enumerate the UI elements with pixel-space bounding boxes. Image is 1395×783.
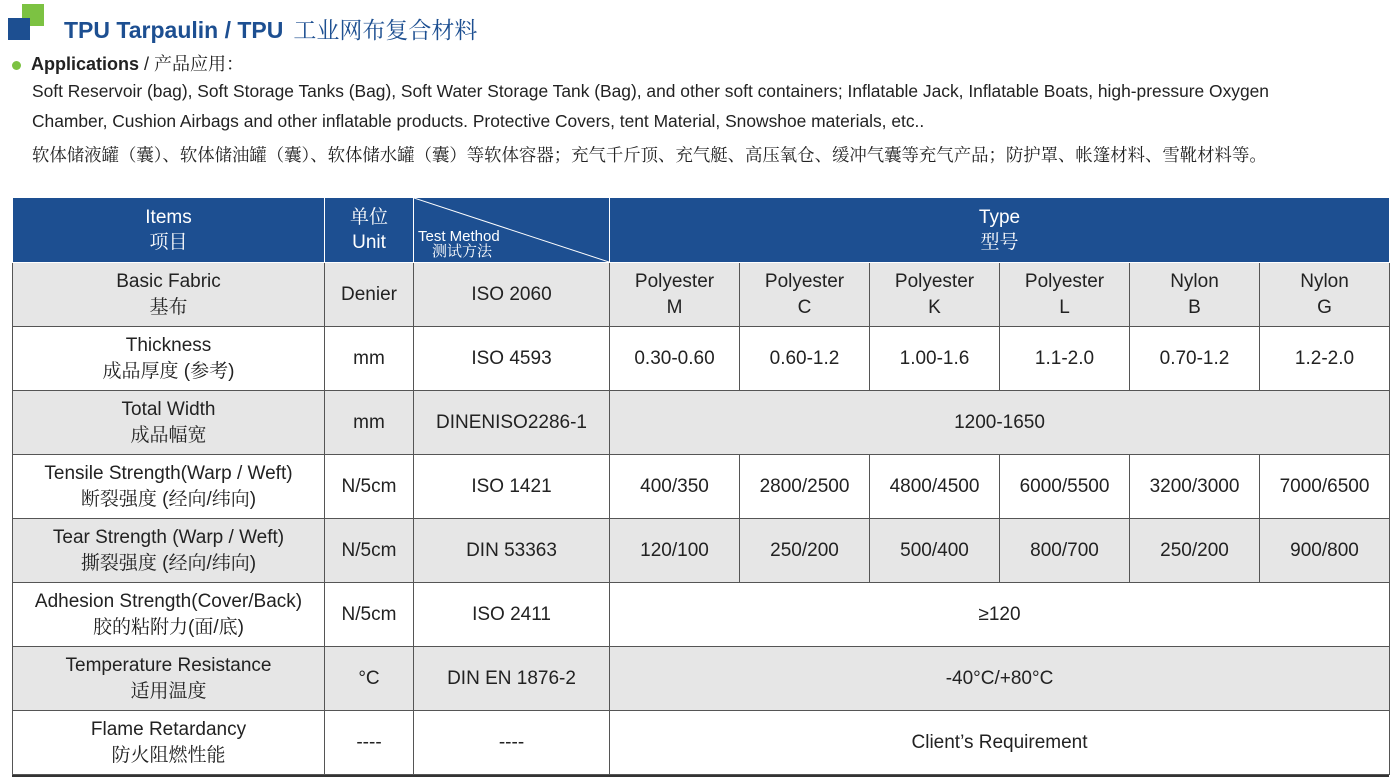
brand-logo xyxy=(8,4,44,40)
header-unit-cn: 单位 xyxy=(349,207,388,228)
row-value: 2800/2500 xyxy=(740,455,870,519)
row-test-method: DINENISO2286-1 xyxy=(414,391,610,455)
row-value-merged: ≥120 xyxy=(610,583,1390,647)
applications-line-3: 软体储液罐（囊）、软体储油罐（囊）、软体储水罐（囊）等软体容器；充气千斤顶、充气艇、高压氧仓、缓冲气囊等充气产品；防护罩、帐篷材料、雪靴材料等。 xyxy=(32,145,1267,165)
row-value: Nylon B xyxy=(1130,263,1260,327)
row-unit: ---- xyxy=(325,711,414,775)
row-item-cn: 断裂强度 (经向/纬向) xyxy=(80,488,257,510)
row-test-method: DIN EN 1876-2 xyxy=(414,647,610,711)
row-value: 250/200 xyxy=(1130,519,1260,583)
row-value-merged: 1200-1650 xyxy=(610,391,1390,455)
table-header-row xyxy=(13,198,1390,263)
table-row xyxy=(13,647,1390,711)
title-cn: 工业网布复合材料 xyxy=(293,17,478,43)
row-value: 1.2-2.0 xyxy=(1260,327,1390,391)
table-row xyxy=(13,327,1390,391)
row-item-cn: 基布 xyxy=(149,296,188,318)
row-value: Polyester M xyxy=(610,263,740,327)
table-bottom-rule xyxy=(12,775,1389,777)
applications-label: Applications xyxy=(31,54,140,74)
bullet-icon xyxy=(12,61,21,70)
row-value: 0.30-0.60 xyxy=(610,327,740,391)
row-value: 250/200 xyxy=(740,519,870,583)
row-test-method: ISO 1421 xyxy=(414,455,610,519)
applications-label-cn: / 产品应用： xyxy=(139,54,245,74)
row-item-en: Tear Strength (Warp / Weft) xyxy=(52,526,285,548)
row-item-en: Basic Fabric xyxy=(116,270,221,292)
row-unit: °C xyxy=(325,647,414,711)
row-value: 4800/4500 xyxy=(870,455,1000,519)
row-value: 0.60-1.2 xyxy=(740,327,870,391)
row-value: Polyester K xyxy=(870,263,1000,327)
row-value: 120/100 xyxy=(610,519,740,583)
row-value: 400/350 xyxy=(610,455,740,519)
row-test-method: ISO 4593 xyxy=(414,327,610,391)
row-unit: N/5cm xyxy=(325,519,414,583)
header-items xyxy=(13,198,325,263)
table-row xyxy=(13,711,1390,775)
row-item-en: Adhesion Strength(Cover/Back) xyxy=(34,590,303,612)
header-type-en: Type xyxy=(978,207,1021,228)
row-item-cn: 成品幅宽 xyxy=(130,424,207,446)
row-item xyxy=(13,647,325,711)
row-test-method: ISO 2411 xyxy=(414,583,610,647)
row-item xyxy=(13,583,325,647)
header-type xyxy=(610,198,1390,263)
row-value: 0.70-1.2 xyxy=(1130,327,1260,391)
header-test-method xyxy=(414,198,610,263)
header-items-en: Items xyxy=(145,207,192,228)
applications-line-2: Chamber, Cushion Airbags and other inflatable products. Protective Covers, tent Material, Snowshoe materials, etc.. xyxy=(32,111,925,131)
header-test-method-label xyxy=(418,229,500,259)
table-row xyxy=(13,391,1390,455)
logo-blue-square xyxy=(8,18,30,40)
row-test-method: ISO 2060 xyxy=(414,263,610,327)
row-value: Nylon G xyxy=(1260,263,1390,327)
row-value: 800/700 xyxy=(1000,519,1130,583)
row-value: 6000/5500 xyxy=(1000,455,1130,519)
row-item-en: Thickness xyxy=(125,334,212,356)
header-type-cn: 型号 xyxy=(980,232,1019,253)
row-value: 500/400 xyxy=(870,519,1000,583)
row-item-cn: 适用温度 xyxy=(130,680,207,702)
header-test-cn: 测试方法 xyxy=(432,243,493,260)
row-unit: N/5cm xyxy=(325,583,414,647)
title-en: TPU Tarpaulin / TPU xyxy=(64,17,284,43)
row-test-method: ---- xyxy=(414,711,610,775)
page-title xyxy=(64,12,477,45)
row-item-en: Tensile Strength(Warp / Weft) xyxy=(44,462,293,484)
row-item-en: Total Width xyxy=(121,398,216,420)
row-item xyxy=(13,519,325,583)
row-item xyxy=(13,711,325,775)
row-item-en: Temperature Resistance xyxy=(65,654,272,676)
row-value-merged: Client’s Requirement xyxy=(610,711,1390,775)
row-test-method: DIN 53363 xyxy=(414,519,610,583)
header-items-cn: 项目 xyxy=(149,232,188,253)
spec-table-body xyxy=(13,263,1390,775)
header-unit xyxy=(325,198,414,263)
row-value: 1.1-2.0 xyxy=(1000,327,1130,391)
row-item xyxy=(13,455,325,519)
row-unit: N/5cm xyxy=(325,455,414,519)
row-item-cn: 成品厚度 (参考) xyxy=(102,360,235,382)
header-test-en: Test Method xyxy=(418,228,500,245)
table-row xyxy=(13,455,1390,519)
row-value: 1.00-1.6 xyxy=(870,327,1000,391)
table-row xyxy=(13,519,1390,583)
row-value: 7000/6500 xyxy=(1260,455,1390,519)
row-value-merged: -40°C/+80°C xyxy=(610,647,1390,711)
row-value: Polyester C xyxy=(740,263,870,327)
spec-table xyxy=(12,197,1390,775)
applications-line-1: Soft Reservoir (bag), Soft Storage Tanks (Bag), Soft Water Storage Tank (Bag), and other soft containers; Inflatable Jack, Inflatable Boats, high-pressure Oxygen xyxy=(32,81,1269,101)
row-item xyxy=(13,391,325,455)
row-unit: mm xyxy=(325,391,414,455)
row-unit: mm xyxy=(325,327,414,391)
table-row xyxy=(13,583,1390,647)
row-item-cn: 防火阻燃性能 xyxy=(111,744,226,766)
header-unit-en: Unit xyxy=(352,232,386,253)
row-value: Polyester L xyxy=(1000,263,1130,327)
row-value: 3200/3000 xyxy=(1130,455,1260,519)
row-item-cn: 胶的粘附力(面/底) xyxy=(93,616,244,638)
row-unit: Denier xyxy=(325,263,414,327)
row-item xyxy=(13,327,325,391)
row-value: 900/800 xyxy=(1260,519,1390,583)
applications-heading xyxy=(12,50,244,76)
row-item-cn: 撕裂强度 (经向/纬向) xyxy=(80,552,257,574)
table-row xyxy=(13,263,1390,327)
row-item-en: Flame Retardancy xyxy=(90,718,247,740)
row-item xyxy=(13,263,325,327)
